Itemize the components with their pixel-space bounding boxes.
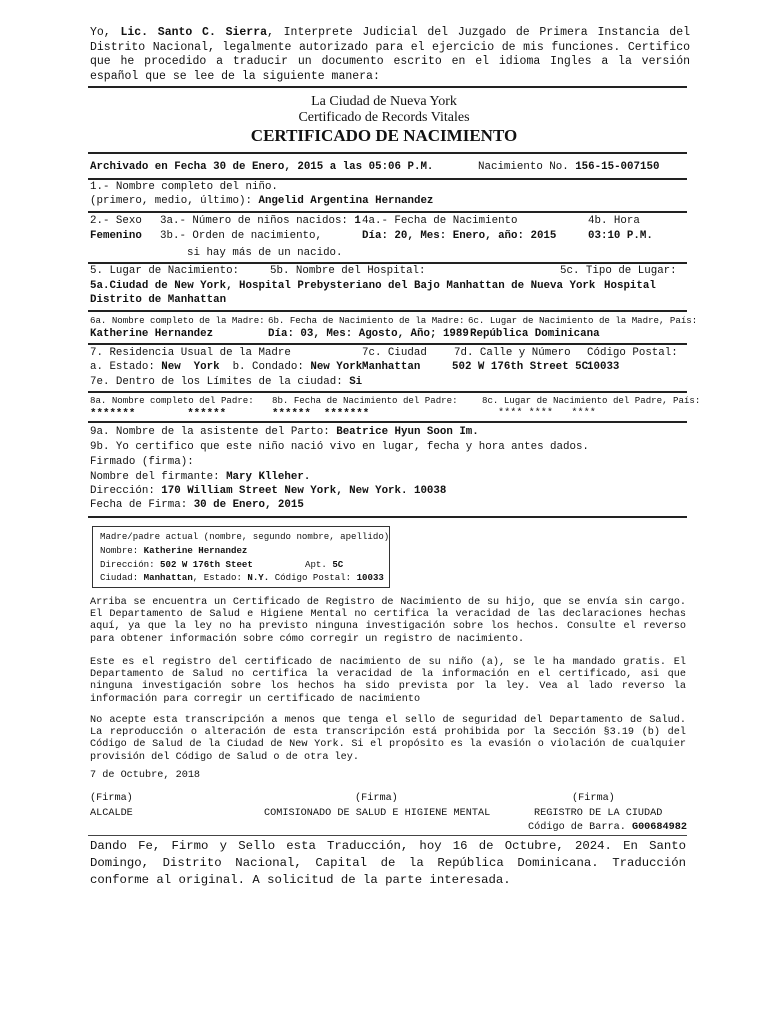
mother-name: Katherine Hernandez bbox=[90, 328, 214, 340]
num-children: 3a.- Número de niños nacidos: 1 bbox=[160, 215, 361, 227]
header-city: La Ciudad de Nueva York bbox=[311, 94, 457, 109]
signature-comisionado: COMISIONADO DE SALUD E HIGIENE MENTAL bbox=[264, 808, 491, 819]
place-district: Distrito de Manhattan bbox=[90, 294, 227, 306]
sex-value: Femenino bbox=[90, 230, 142, 242]
father-dob-label: 8b. Fecha de Nacimiento del Padre: bbox=[272, 395, 458, 406]
attendant-signed: Firmado (firma): bbox=[90, 456, 194, 468]
divider bbox=[88, 835, 687, 836]
place-label: 5. Lugar de Nacimiento: bbox=[90, 265, 240, 277]
father-dob: ****** ******* bbox=[272, 408, 370, 420]
sign-date: Fecha de Firma: 30 de Enero, 2015 bbox=[90, 499, 304, 511]
place-type-label: 5c. Tipo de Lugar: bbox=[560, 265, 677, 277]
closing-paragraph: Dando Fe, Firmo y Sello esta Traducción, hoy 16 de Octubre, 2024. En Santo Domingo, Distrito Nacional, Capital de la República Dominicana. Traducción conforme al original. A solicitud de la parte interesada. bbox=[90, 839, 686, 887]
order-label: 3b.- Orden de nacimiento, bbox=[160, 230, 322, 242]
divider bbox=[88, 343, 687, 345]
hospital-label: 5b. Nombre del Hospital: bbox=[270, 265, 426, 277]
residence-city-label: 7c. Ciudad bbox=[362, 347, 427, 359]
signature-firma-3: (Firma) bbox=[572, 793, 615, 804]
mother-pob-label: 6c. Lugar de Nacimiento de la Madre, País: bbox=[468, 315, 698, 326]
divider bbox=[88, 262, 687, 264]
notice-paragraph-2: Este es el registro del certificado de nacimiento de su niño (a), se le ha mandado gratis. El Departamento de Salud no certifica la veracidad de la información en el certificado, asi que ninguna investigación sobre los hechos ha sido prevista por la ley. Vea al lado reverso la información para corregir un certificado de nacimiento bbox=[90, 657, 686, 705]
place-value: 5a.Ciudad de New York, Hospital Prebysteriano del Bajo Manhattan de Nueva York bbox=[90, 280, 596, 292]
place-type: Hospital bbox=[604, 280, 656, 292]
signature-registro: REGISTRO DE LA CIUDAD bbox=[534, 808, 663, 819]
sex-label: 2.- Sexo bbox=[90, 215, 142, 227]
parent-box-title: Madre/padre actual (nombre, segundo nombre, apellido) bbox=[100, 531, 390, 542]
parent-box-name: Nombre: Katherine Hernandez bbox=[100, 545, 248, 556]
divider bbox=[88, 516, 687, 518]
residence-state-county: a. Estado: New York b. Condado: New York bbox=[90, 361, 363, 373]
hour-label: 4b. Hora bbox=[588, 215, 640, 227]
divider bbox=[88, 86, 687, 88]
residence-city: Manhattan bbox=[362, 361, 421, 373]
header-subtitle: Certificado de Records Vitales bbox=[298, 110, 470, 125]
signature-firma-2: (Firma) bbox=[355, 793, 398, 804]
parent-box-address: Dirección: 502 W 176th Steet bbox=[100, 559, 253, 570]
father-pob-label: 8c. Lugar de Nacimiento del Padre, País: bbox=[482, 395, 701, 406]
page-title: CERTIFICADO DE NACIMIENTO bbox=[250, 126, 518, 145]
residence-street: 502 W 176th Street 5C bbox=[452, 361, 589, 373]
residence-label: 7. Residencia Usual de la Madre bbox=[90, 347, 291, 359]
order-label-2: si hay más de un nacido. bbox=[187, 247, 343, 259]
mother-name-label: 6a. Nombre completo de la Madre: bbox=[90, 315, 265, 326]
signer-name: Nombre del firmante: Mary Klleher. bbox=[90, 471, 311, 483]
document-date: 7 de Octubre, 2018 bbox=[90, 770, 201, 781]
divider bbox=[88, 211, 687, 213]
attendant-certify: 9b. Yo certifico que este niño nació vivo en lugar, fecha y hora antes dados. bbox=[90, 441, 589, 453]
divider bbox=[88, 152, 687, 154]
residence-limits: 7e. Dentro de los Límites de la ciudad: Si bbox=[90, 376, 363, 388]
divider bbox=[88, 310, 687, 312]
birth-number: Nacimiento No. 156-15-007150 bbox=[478, 161, 660, 173]
mother-pob: República Dominicana bbox=[470, 328, 600, 340]
mother-dob-label: 6b. Fecha de Nacimiento de la Madre: bbox=[268, 315, 465, 326]
residence-zip-label: Código Postal: bbox=[587, 347, 678, 359]
residence-street-label: 7d. Calle y Número bbox=[454, 347, 571, 359]
filed-label: Archivado en Fecha 30 de Enero, 2015 a las 05:06 P.M. bbox=[90, 161, 434, 173]
parent-box-city: Ciudad: Manhattan, Estado: N.Y. Código Postal: 10033 bbox=[100, 572, 384, 583]
barcode: Código de Barra. G00684982 bbox=[528, 822, 687, 833]
signature-alcalde: ALCALDE bbox=[90, 808, 133, 819]
mother-dob: Día: 03, Mes: Agosto, Año; 1989 bbox=[268, 328, 469, 340]
divider bbox=[88, 391, 687, 393]
divider bbox=[88, 421, 687, 423]
residence-zip: 10033 bbox=[587, 361, 620, 373]
intro-paragraph: Yo, Lic. Santo C. Sierra, Interprete Judicial del Juzgado de Primera Instancia del Distrito Nacional, legalmente autorizado para el ejercicio de mis funciones. Certifico que he procedido a traducir un documento escrito en el idioma Ingles a la versión español que se lee de la siguiente manera: bbox=[90, 26, 690, 83]
notice-paragraph-3: No acepte esta transcripción a menos que tenga el sello de seguridad del Departamento de Salud. La reproducción o alteración de esta transcripción está prohibida por la Sección §3.19 (b) del Código de Salud de la Ciudad de New York. Si el propósito es la evasión o violación de cualquier provisión del Código de Salud o de otra ley. bbox=[90, 715, 686, 763]
signature-firma-1: (Firma) bbox=[90, 793, 133, 804]
child-name-label: 1.- Nombre completo del niño. bbox=[90, 181, 278, 193]
father-pob: **** **** **** bbox=[498, 408, 596, 419]
interpreter-name: Lic. Santo C. Sierra bbox=[120, 26, 267, 39]
child-name: (primero, medio, último): Angelid Argentina Hernandez bbox=[90, 195, 434, 207]
dob-label: 4a.- Fecha de Nacimiento bbox=[362, 215, 518, 227]
divider bbox=[88, 178, 687, 180]
notice-paragraph-1: Arriba se encuentra un Certificado de Registro de Nacimiento de su hijo, que se envía sin cargo. El Departamento de Salud e Higiene Mental no certifica la veracidad de las declaraciones hechas aquí, ya que la ley no ha previsto ninguna investigación sobre los hechos. Consulte el reverso para obtener información sobre cómo corregir un registro de nacimiento. bbox=[90, 597, 686, 645]
parent-box-apt: Apt. 5C bbox=[305, 559, 344, 570]
signer-address: Dirección: 170 William Street New York, New York. 10038 bbox=[90, 485, 447, 497]
dob-value: Día: 20, Mes: Enero, año: 2015 bbox=[362, 230, 557, 242]
father-name: ******* ****** bbox=[90, 408, 227, 420]
attendant: 9a. Nombre de la asistente del Parto: Beatrice Hyun Soon Im. bbox=[90, 426, 479, 438]
father-name-label: 8a. Nombre completo del Padre: bbox=[90, 395, 254, 406]
hour-value: 03:10 P.M. bbox=[588, 230, 653, 242]
